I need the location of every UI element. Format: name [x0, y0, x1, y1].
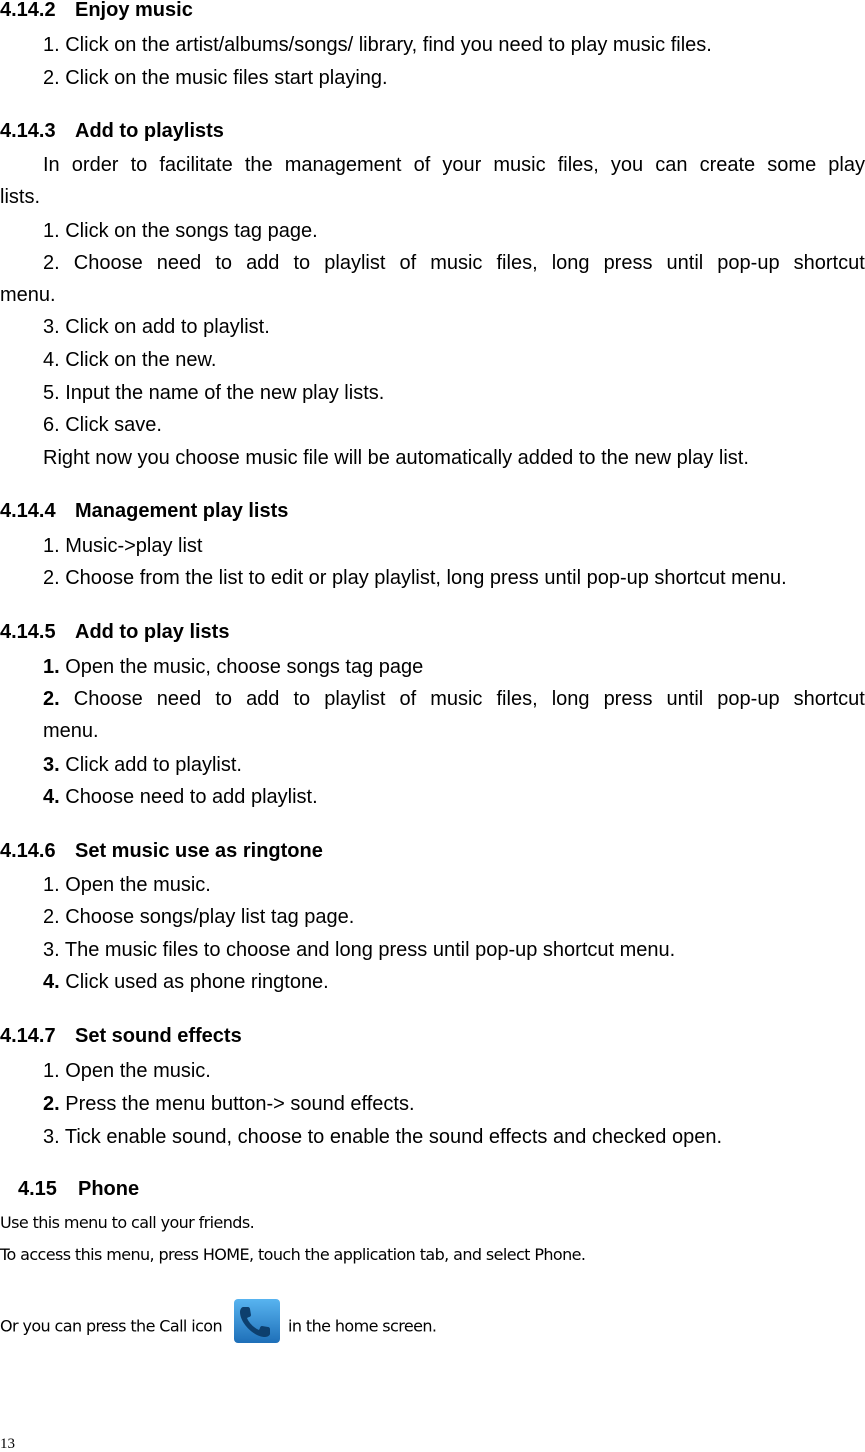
step-line: 2. Choose from the list to edit or play playlist, long press until pop-up shortcut menu. — [43, 567, 787, 589]
step-line: Right now you choose music file will be automatically added to the new play list. — [43, 447, 749, 469]
heading-4-14-5 — [0, 620, 229, 644]
word: pop-up — [717, 688, 780, 710]
word: until — [666, 688, 704, 710]
section-number: 4.14.6 — [0, 840, 56, 862]
word: some — [767, 154, 817, 176]
word: press — [603, 688, 653, 710]
step-line: 1. Music->play list — [43, 535, 203, 557]
word: Choose — [73, 688, 143, 710]
section-title: Phone — [78, 1178, 140, 1200]
word: can — [655, 154, 688, 176]
word: of — [413, 154, 431, 176]
step-line-justified — [43, 251, 865, 275]
word: files, — [496, 688, 538, 710]
word: In — [43, 154, 60, 176]
word: shortcut — [793, 252, 865, 274]
word: press — [603, 252, 653, 274]
step-line — [43, 970, 329, 994]
word: to — [293, 252, 311, 274]
step-line: 5. Input the name of the new play lists. — [43, 382, 385, 404]
step-line: 1. Open the music. — [43, 1060, 211, 1082]
word: shortcut — [793, 688, 865, 710]
step-text: Choose need to add playlist. — [59, 786, 318, 808]
word: to — [215, 252, 232, 274]
step-line — [43, 1092, 415, 1116]
word: until — [666, 252, 704, 274]
word: need — [156, 688, 202, 710]
step-line: 2. Click on the music files start playing. — [43, 67, 388, 89]
phone-call-icon — [234, 1299, 280, 1343]
step-number: 2. — [43, 1093, 60, 1115]
word: to — [215, 688, 232, 710]
body-text: Use this menu to call your friends. — [0, 1213, 255, 1232]
page-number: 13 — [0, 1436, 15, 1452]
section-number: 4.14.7 — [0, 1025, 56, 1047]
word: management — [284, 154, 402, 176]
word: long — [551, 688, 590, 710]
step-text: Open the music, choose songs tag page — [59, 656, 424, 678]
heading-4-14-6 — [0, 839, 323, 863]
step-line: 1. Open the music. — [43, 874, 211, 896]
section-title: Add to play lists — [75, 621, 230, 643]
word: playlist — [324, 252, 386, 274]
step-number: 4. — [43, 786, 60, 808]
heading-4-14-3 — [0, 119, 224, 143]
section-number: 4.14.4 — [0, 500, 56, 522]
heading-4-14-4 — [0, 499, 288, 523]
step-line: 2. Choose songs/play list tag page. — [43, 906, 355, 928]
word: need — [156, 252, 202, 274]
heading-4-14-2 — [0, 0, 193, 22]
word: playlist — [324, 688, 386, 710]
section-title: Management play lists — [75, 500, 289, 522]
step-line — [43, 785, 318, 809]
paragraph-line-justified — [43, 153, 865, 177]
section-title: Set music use as ringtone — [75, 840, 323, 862]
step-number: 4. — [43, 971, 60, 993]
step-line: 1. Click on the songs tag page. — [43, 220, 318, 242]
word: facilitate — [159, 154, 233, 176]
step-line: menu. — [0, 284, 56, 306]
step-line: 3. Click on add to playlist. — [43, 316, 270, 338]
step-line: 3. Tick enable sound, choose to enable the sound effects and checked open. — [43, 1126, 723, 1148]
paragraph-line: lists. — [0, 186, 40, 208]
section-title: Enjoy music — [75, 0, 193, 21]
word: add — [246, 688, 280, 710]
body-text-part: in the home screen. — [288, 1316, 437, 1336]
step-line — [43, 753, 242, 777]
section-number: 4.14.3 — [0, 120, 56, 142]
step-text: Click add to playlist. — [59, 754, 242, 776]
section-number: 4.15 — [18, 1178, 57, 1200]
heading-4-14-7 — [0, 1024, 242, 1048]
word: Choose — [73, 252, 143, 274]
body-text — [0, 1305, 436, 1349]
word: files, — [496, 252, 538, 274]
word: long — [551, 252, 590, 274]
step-line: 6. Click save. — [43, 414, 162, 436]
body-text: To access this menu, press HOME, touch the application tab, and select Phone. — [0, 1245, 586, 1264]
word: music — [493, 154, 546, 176]
word: to — [293, 688, 311, 710]
word: music — [430, 688, 483, 710]
word: of — [399, 252, 417, 274]
word: pop-up — [717, 252, 780, 274]
step-line — [43, 655, 423, 679]
word: of — [399, 688, 417, 710]
heading-4-15 — [18, 1177, 139, 1201]
step-number: 1. — [43, 656, 60, 678]
section-title: Set sound effects — [75, 1025, 242, 1047]
step-line: 4. Click on the new. — [43, 349, 217, 371]
section-number: 4.14.2 — [0, 0, 56, 21]
section-title: Add to playlists — [75, 120, 224, 142]
word: you — [610, 154, 644, 176]
word: the — [244, 154, 273, 176]
step-text: Click used as phone ringtone. — [59, 971, 329, 993]
word: 2. — [43, 688, 60, 710]
section-number: 4.14.5 — [0, 621, 56, 643]
word: play — [828, 154, 865, 176]
word: your — [442, 154, 482, 176]
step-line: 3. The music files to choose and long press until pop-up shortcut menu. — [43, 939, 676, 961]
word: create — [699, 154, 756, 176]
word: order — [71, 154, 119, 176]
step-number: 3. — [43, 754, 60, 776]
word: files, — [557, 154, 599, 176]
step-line: menu. — [43, 720, 99, 742]
word: to — [130, 154, 148, 176]
word: add — [246, 252, 280, 274]
body-text-part: Or you can press the Call icon — [0, 1316, 223, 1336]
word: music — [430, 252, 483, 274]
step-line-justified — [43, 687, 865, 711]
step-line: 1. Click on the artist/albums/songs/ library, find you need to play music files. — [43, 34, 712, 56]
word: 2. — [43, 252, 60, 274]
step-text: Press the menu button-> sound effects. — [59, 1093, 415, 1115]
